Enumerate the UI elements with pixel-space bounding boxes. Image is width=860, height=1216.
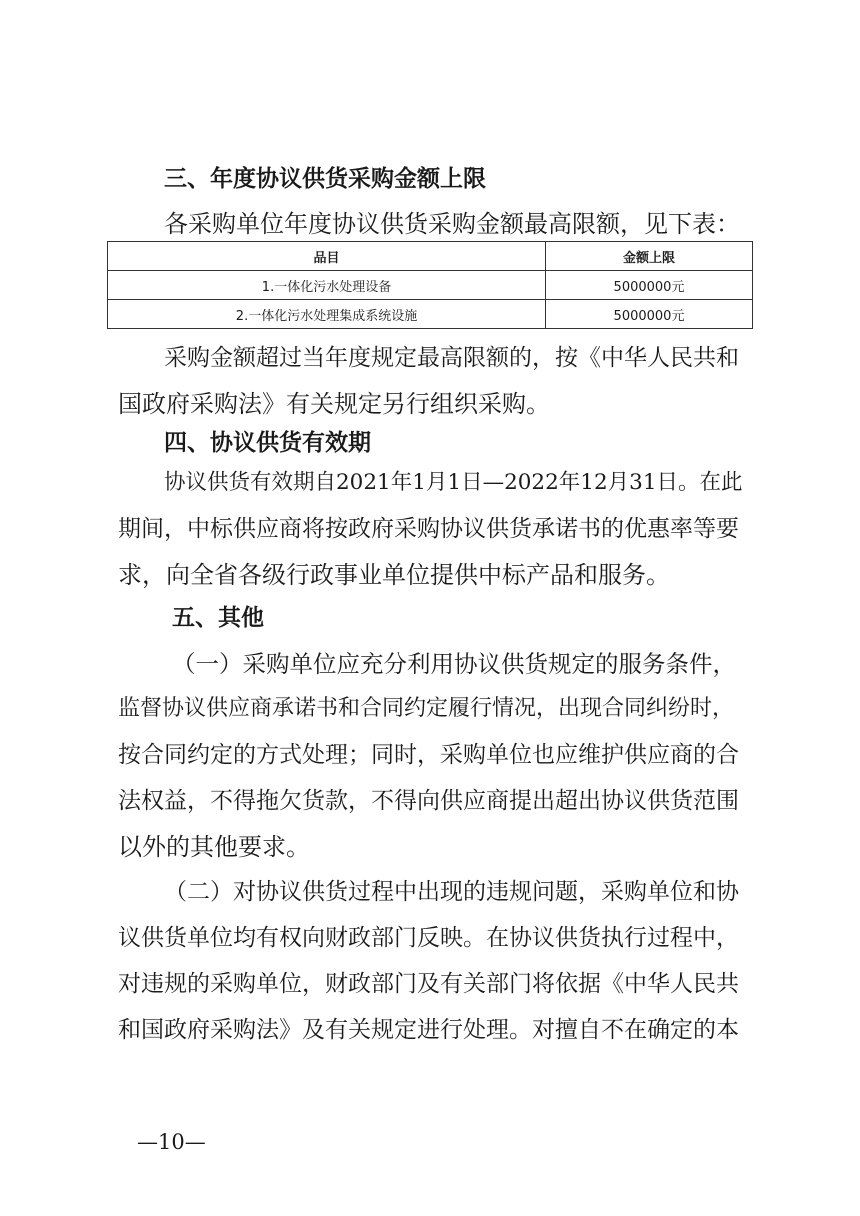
section-4-heading: 四、协议供货有效期 bbox=[164, 430, 371, 456]
section-5-heading: 五、其他 bbox=[172, 605, 264, 631]
paragraph-line: 对违规的采购单位，财政部门及有关部门将依据《中华人民共 bbox=[118, 971, 739, 997]
table-cell-item: 2.一体化污水处理集成系统设施 bbox=[108, 300, 546, 329]
paragraph-line: 议供货单位均有权向财政部门反映。在协议供货执行过程中， bbox=[118, 925, 739, 951]
paragraph-line: 按合同约定的方式处理；同时，采购单位也应维护供应商的合 bbox=[118, 742, 739, 768]
paragraph-line: 法权益，不得拖欠货款，不得向供应商提出超出协议供货范围 bbox=[118, 788, 739, 814]
paragraph-line: 以外的其他要求。 bbox=[118, 833, 310, 861]
table-row bbox=[108, 271, 753, 300]
column-header-limit: 金额上限 bbox=[546, 242, 753, 271]
paragraph-line: 采购金额超过当年度规定最高限额的，按《中华人民共和 bbox=[164, 345, 739, 371]
section-3-intro: 各采购单位年度协议供货采购金额最高限额，见下表： bbox=[164, 210, 740, 238]
table-cell-item: 1.一体化污水处理设备 bbox=[108, 271, 546, 300]
table-cell-limit: 5000000元 bbox=[546, 300, 753, 329]
paragraph-line: 和国政府采购法》及有关规定进行处理。对擅自不在确定的本 bbox=[118, 1017, 739, 1043]
paragraph-line: 国政府采购法》有关规定另行组织采购。 bbox=[118, 390, 550, 418]
paragraph-line: 期间，中标供应商将按政府采购协议供货承诺书的优惠率等要 bbox=[118, 516, 739, 542]
paragraph-line: （一）采购单位应充分利用协议供货规定的服务条件， bbox=[172, 650, 736, 678]
paragraph-line: 求，向全省各级行政事业单位提供中标产品和服务。 bbox=[118, 561, 670, 589]
paragraph-line: 协议供货有效期自2021年1月1日—2022年12月31日。在此 bbox=[164, 470, 743, 495]
purchase-limit-table bbox=[107, 241, 753, 329]
table-cell-limit: 5000000元 bbox=[546, 271, 753, 300]
table-row bbox=[108, 300, 753, 329]
column-header-item: 品目 bbox=[108, 242, 546, 271]
page-number: —10— bbox=[137, 1130, 206, 1154]
section-3-heading: 三、年度协议供货采购金额上限 bbox=[164, 166, 486, 192]
paragraph-line: （二）对协议供货过程中出现的违规问题，采购单位和协 bbox=[164, 879, 739, 905]
table-header-row bbox=[108, 242, 753, 271]
paragraph-line: 监督协议供应商承诺书和合同约定履行情况，出现合同纠纷时， bbox=[118, 696, 735, 721]
